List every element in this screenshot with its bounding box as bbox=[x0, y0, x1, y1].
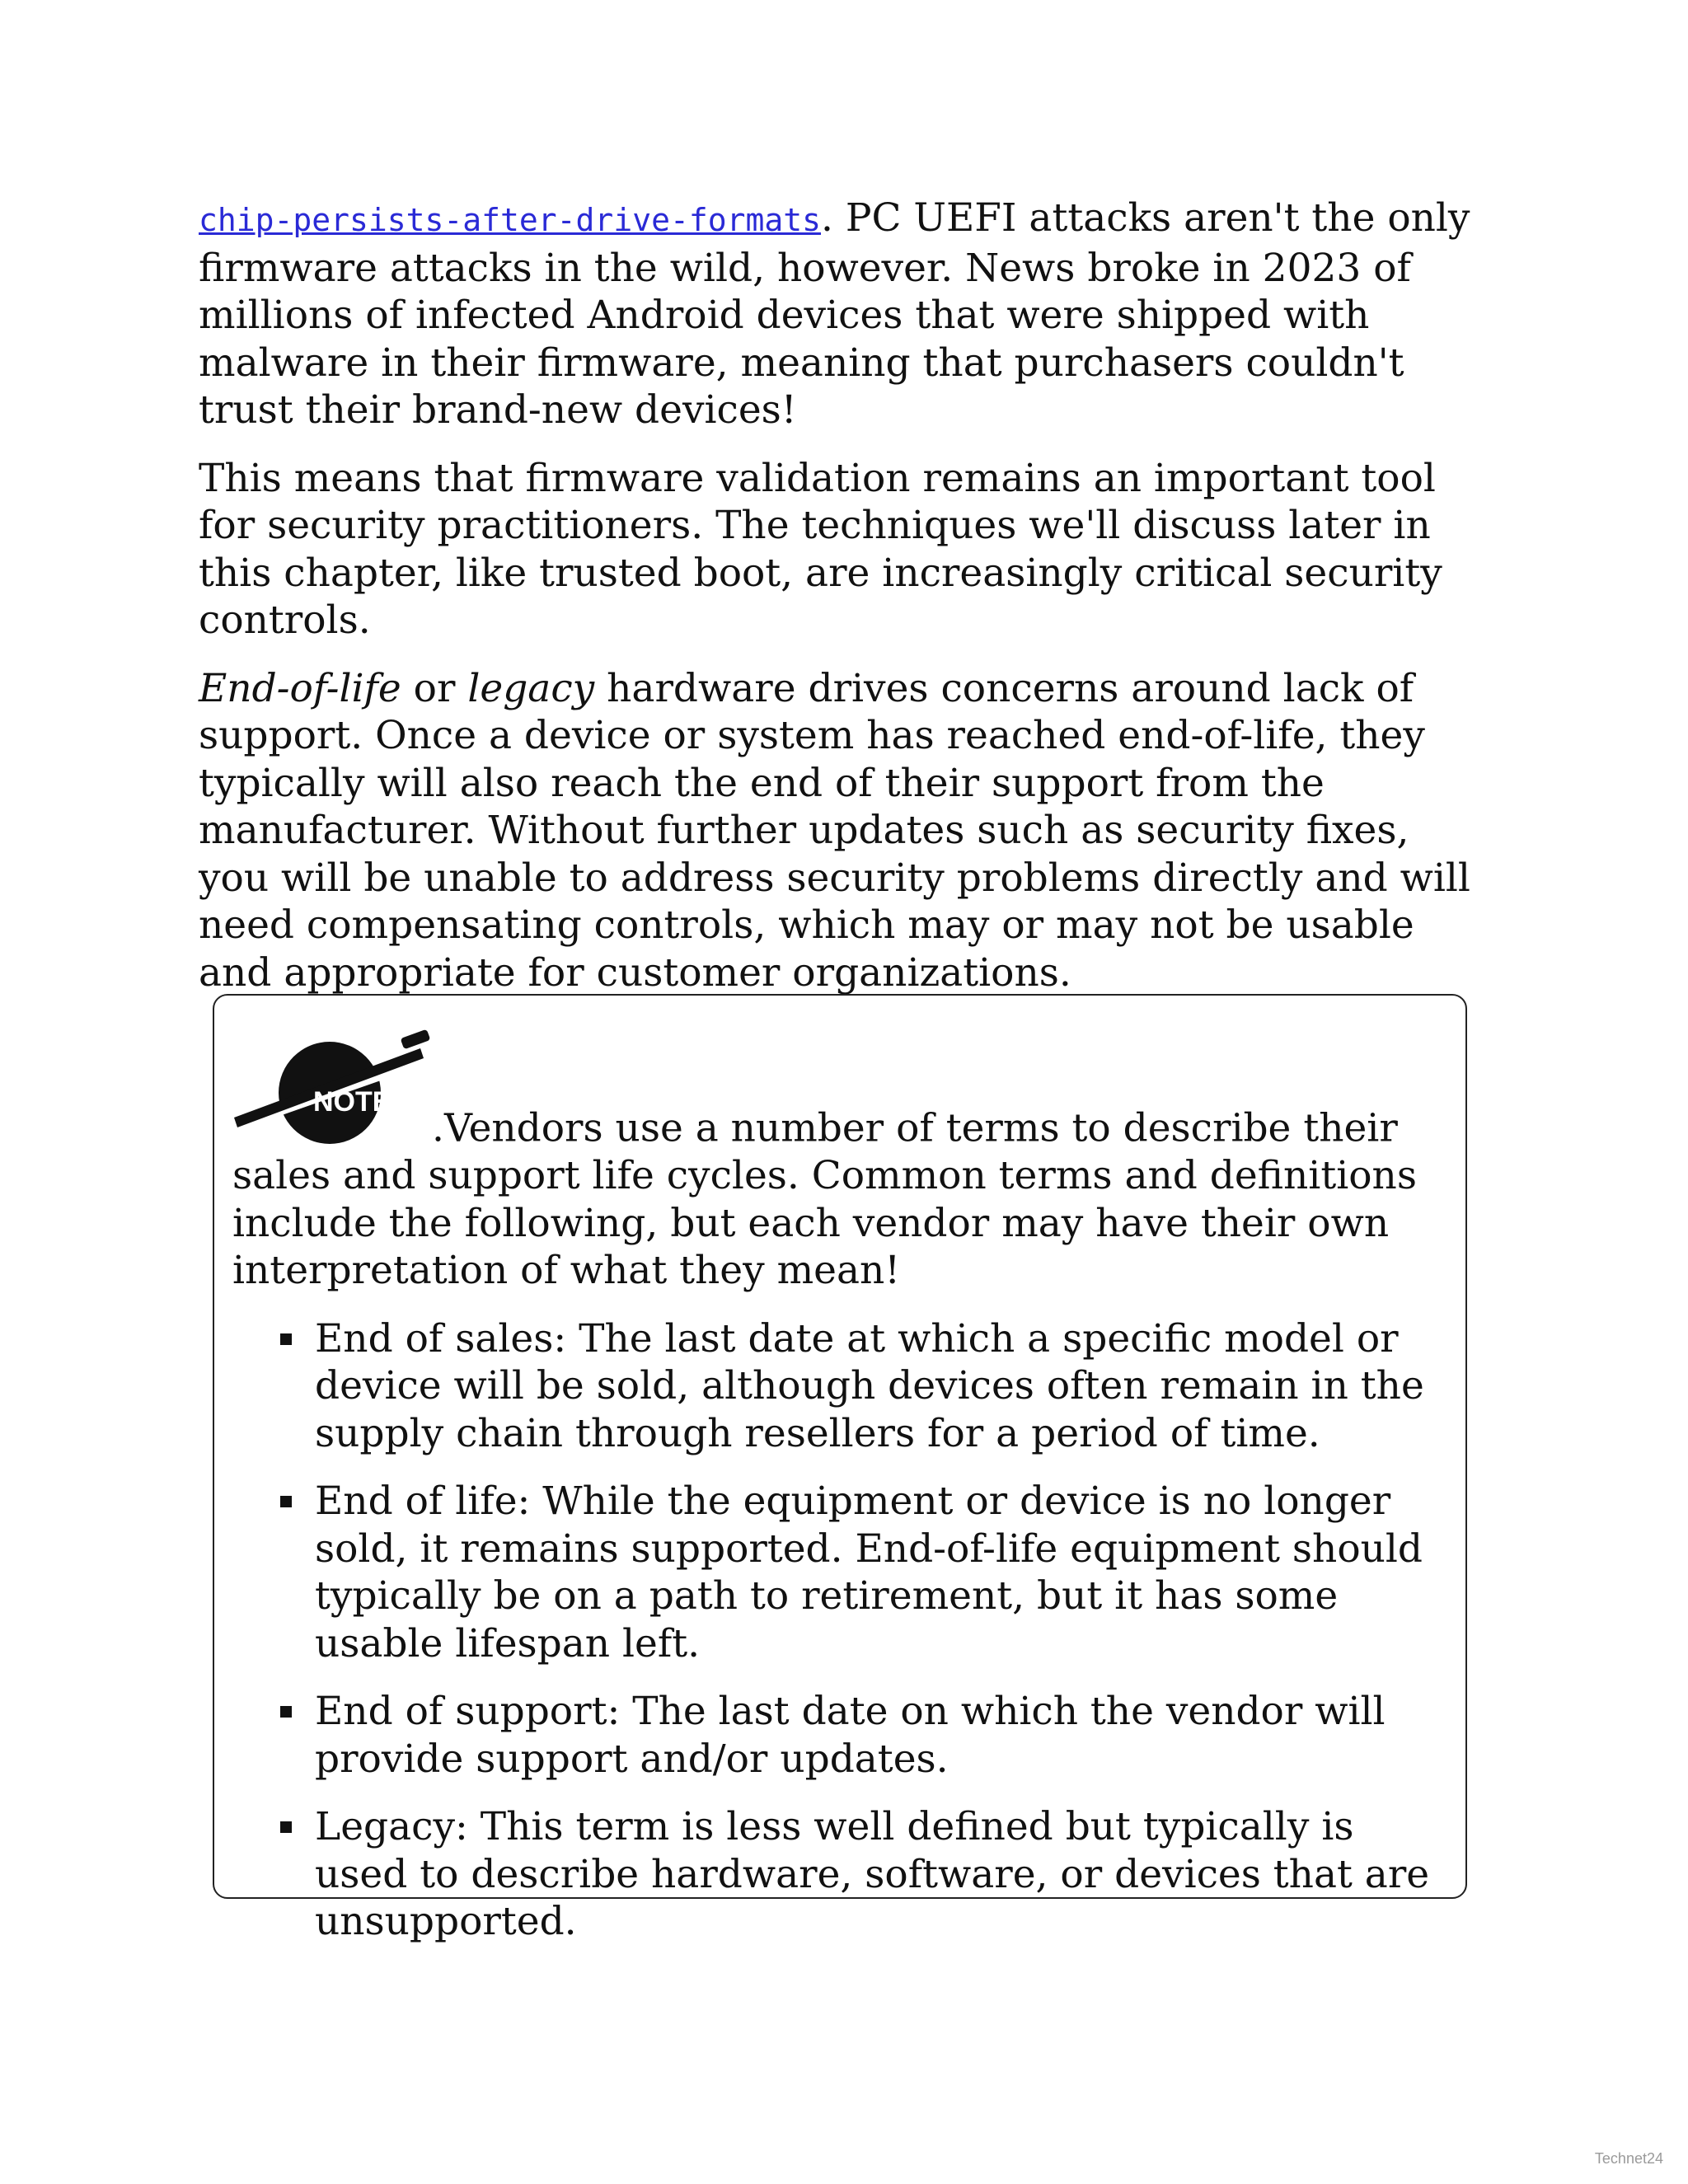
term-end-of-life: End-of-life bbox=[199, 665, 401, 711]
note-icon bbox=[232, 1029, 430, 1152]
bullet-square-icon bbox=[280, 1821, 292, 1833]
note-callout bbox=[213, 994, 1467, 1944]
page-content bbox=[199, 194, 1484, 1017]
paragraph-3-text: hardware drives concerns around lack of support. Once a device or system has reached end-of-life, they typically will also reach the end of their support from the manufacturer. Without further updates such as security fixes, you will be unable to address security problems directly and will need compensating controls, which may or may not be usable and appropriate for customer organizations. bbox=[199, 665, 1470, 996]
list-item bbox=[280, 1688, 1442, 1783]
paragraph-firmware-validation: This means that firmware validation remains an important tool for security practitioners. The techniques we'll discuss later in this chapter, like trusted boot, are increasingly critical security controls. bbox=[199, 455, 1442, 643]
paragraph-firmware-attacks bbox=[199, 194, 1484, 434]
list-item-text: End of life: While the equipment or device is no longer sold, it remains supported. End-of-life equipment should typically be on a path to retirement, but it has some usable lifespan left. bbox=[315, 1479, 1423, 1666]
list-item-text: End of support: The last date on which the vendor will provide support and/or updates. bbox=[315, 1689, 1386, 1782]
note-intro-paragraph bbox=[232, 1029, 1442, 1295]
paragraph-1-text: . PC UEFI attacks aren't the only firmware attacks in the wild, however. News broke in 2023 of millions of infected Android devices that were shipped with malware in their firmware, meaning that purchasers couldn't trust their brand-new devices! bbox=[199, 195, 1470, 433]
bullet-square-icon bbox=[280, 1706, 292, 1718]
watermark: Technet24 bbox=[1594, 2150, 1663, 2167]
list-item bbox=[280, 1478, 1442, 1667]
list-item bbox=[280, 1315, 1442, 1458]
life-cycle-terms-list bbox=[232, 1315, 1442, 1946]
list-item-text: End of sales: The last date at which a specific model or device will be sold, although devices often remain in the supply chain through resellers for a period of time. bbox=[315, 1315, 1424, 1456]
note-intro-text: .Vendors use a number of terms to describe their sales and support life cycles. Common terms and definitions include the following, but each vendor may have their own interpretation of what they mean! bbox=[232, 1105, 1417, 1293]
paragraph-end-of-life bbox=[199, 665, 1484, 997]
bullet-square-icon bbox=[280, 1333, 292, 1345]
note-icon-label: NOTE bbox=[313, 1086, 392, 1118]
source-link[interactable]: chip-persists-after-drive-formats bbox=[199, 202, 821, 238]
term-legacy: legacy bbox=[467, 665, 595, 711]
list-item-text: Legacy: This term is less well defined but typically is used to describe hardware, software, or devices that are unsupported. bbox=[315, 1804, 1430, 1944]
term-connector: or bbox=[401, 665, 468, 711]
list-item bbox=[280, 1803, 1442, 1946]
bullet-square-icon bbox=[280, 1496, 292, 1507]
